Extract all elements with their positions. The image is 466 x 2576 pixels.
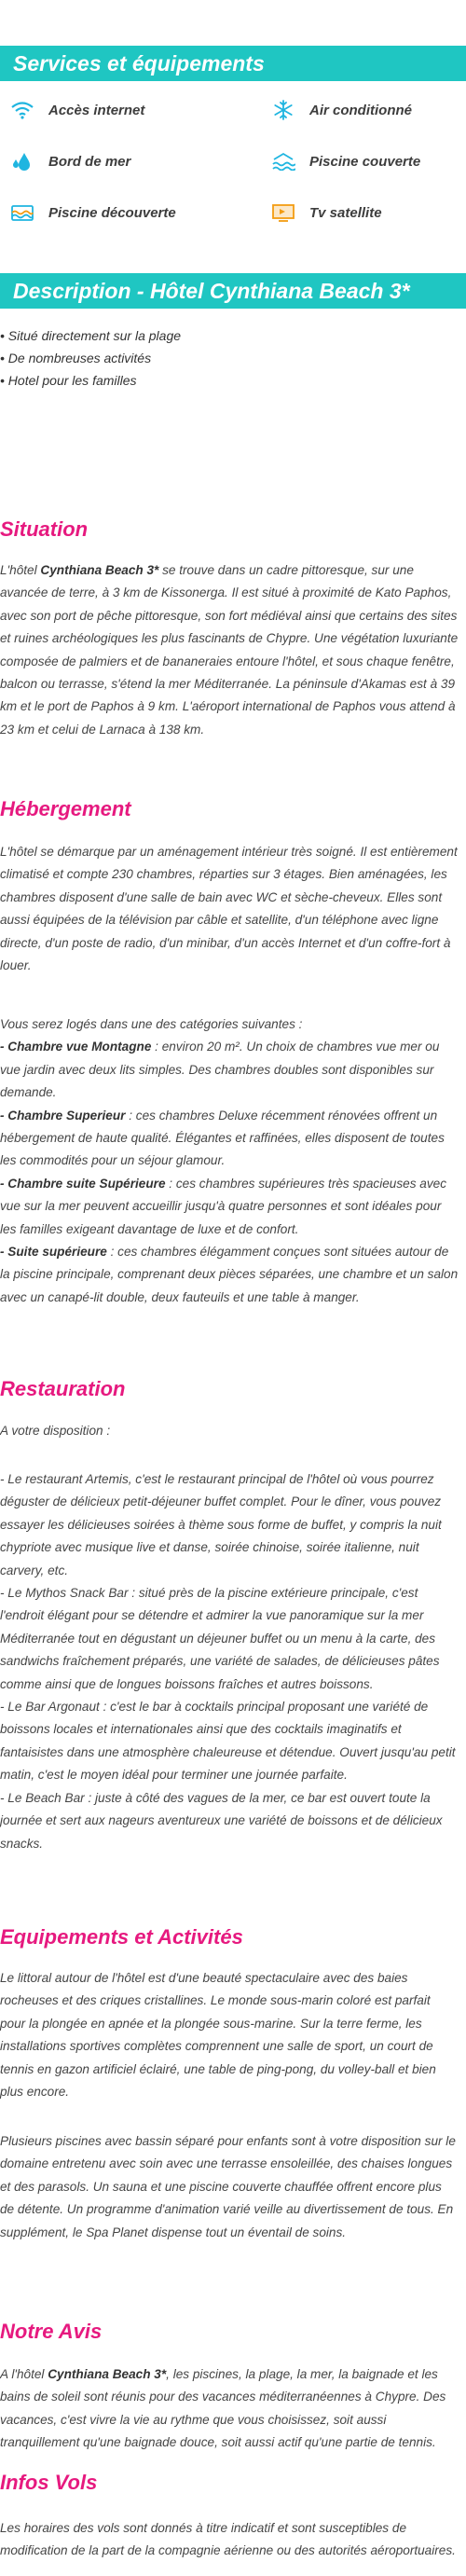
room-desc: : environ 20 m². Un choix de chambres vue mer ou vue jardin avec deux lits simples. Des chambres doubles sont disponibles sur demande.: [0, 1040, 440, 1100]
indoor-pool-icon: [270, 151, 296, 172]
service-label: Bord de mer: [48, 153, 131, 170]
services-banner: Services et équipements: [0, 46, 466, 81]
vols-text-1: Les horaires des vols sont donnés à titre indicatif et sont susceptibles de modification de la part de la compagnie aérienne ou des autorités aéroportuaires.: [0, 2521, 456, 2558]
room-name: - Chambre Superieur: [0, 1108, 126, 1123]
restauration-intro: A votre disposition :: [0, 1424, 111, 1438]
avis-text: A l'hôtel Cynthiana Beach 3*, les piscines, la plage, la mer, la baignade et les bains de soleil sont réunis pour des vacances méditerranéennes à Chypre. Des vacances, c'est vivre la vie au rythme que vous choisissez, soit aussi tranquillement qu'une baignade douce, soit aussi actif qu'une partie de tennis.: [0, 2367, 446, 2450]
list-item: - Le restaurant Artemis, c'est le restaurant principal de l'hôtel où vous pourrez déguster de délicieux petit-déjeuner buffet complet. Pour le dîner, vous pouvez essayer les délicieuses soirées à thème sous forme de buffet, y compris la nuit chypriote avec musique live et danse, soirée chinoise, soirée italienne, nuit carvery, etc.: [0, 1472, 442, 1577]
description-banner: Description - Hôtel Cynthiana Beach 3*: [0, 273, 466, 309]
tv-icon: [270, 202, 296, 223]
room-desc: : ces chambres élégamment conçues sont situées autour de la piscine principale, comprenant deux pièces séparées, une chambre et un salon avec un canapé-lit double, deux fauteuils et une table à manger.: [0, 1245, 459, 1304]
service-outdoor-pool: [9, 202, 176, 223]
service-tv: [270, 202, 382, 223]
room-desc: : ces chambres Deluxe récemment rénovées offrent un hébergement de haute qualité. Élégantes et raffinées, elles disposent de toutes les commodités pour un séjour glamour.: [0, 1108, 445, 1168]
vols-heading: Infos Vols: [0, 2471, 98, 2494]
list-item: • De nombreuses activités: [0, 347, 447, 369]
hotel-name: Cynthiana Beach 3*: [48, 2367, 167, 2381]
service-internet: [9, 100, 144, 120]
hotel-name: Cynthiana Beach 3*: [40, 563, 159, 577]
room-name: - Chambre suite Supérieure: [0, 1176, 166, 1191]
hebergement-heading: Hébergement: [0, 797, 131, 820]
restauration-list: [0, 1468, 459, 1855]
service-label: Piscine couverte: [309, 153, 421, 170]
hebergement-text: L'hôtel se démarque par un aménagement intérieur très soigné. Il est entièrement climatisé et compte 230 chambres, réparties sur 3 étages. Bien aménagées, les chambres disposent d'une salle de bain avec WC et sèche-cheveux. Elles sont aussi équipées de la télévision par câble et satellite, d'un téléphone avec ligne directe, d'un poste de radio, d'un minibar, d'un accès Internet et d'un coffre-fort à louer.: [0, 845, 458, 973]
wifi-icon: [9, 100, 35, 120]
service-label: Air conditionné: [309, 102, 412, 118]
rooms-intro: Vous serez logés dans une des catégories suivantes :: [0, 1017, 303, 1031]
snowflake-icon: [270, 100, 296, 120]
rooms-block: [0, 1013, 459, 1309]
equipements-heading: Equipements et Activités: [0, 1925, 243, 1949]
list-item: - Le Beach Bar : juste à côté des vagues de la mer, ce bar est ouvert toute la journée et sert aux nageurs aventureux une variété de boissons et de délicieux snacks.: [0, 1790, 443, 1851]
situation-heading: Situation: [0, 517, 89, 541]
avis-heading: Notre Avis: [0, 2320, 103, 2343]
list-item: - Le Mythos Snack Bar : situé près de la piscine extérieure principale, c'est l'endroit élégant pour se détendre et admirer la vue panoramique sur la mer Méditerranée tout en dégustant un déjeuner buffet ou un menu à la carte, des sandwichs fraîchement préparés, une variété de salades, de délicieuses pâtes comme ainsi que de longues boissons fraîches et autres boissons.: [0, 1586, 440, 1691]
service-indoor-pool: [270, 151, 420, 172]
room-name: - Suite supérieure: [0, 1245, 107, 1260]
situation-text: L'hôtel Cynthiana Beach 3* se trouve dans un cadre pittoresque, sur une avancée de terre, à 3 km de Kissonerga. Il est situé à proximité de Kato Paphos, avec son port de pêche pittoresque, son fort médiéval ainsi que certains des sites et ruines archéologiques les plus fascinants de Chypre. Une végétation luxuriante composée de palmiers et de bananeraies entoure l'hôtel, et sous chaque fenêtre, balcon ou terrasse, s'étend la mer Méditerranée. La péninsule d'Akamas est à 39 km et le port de Paphos à 9 km. L'aéroport international de Paphos vous attend à 23 km et celui de Larnaca à 138 km.: [0, 563, 459, 737]
water-drops-icon: [9, 151, 35, 172]
service-seaside: [9, 151, 130, 172]
outdoor-pool-icon: [9, 202, 35, 223]
list-item: • Hotel pour les familles: [0, 369, 447, 392]
service-aircon: [270, 100, 412, 120]
list-item: - Le Bar Argonaut : c'est le bar à cocktails principal proposant une variété de boissons locales et internationales ainsi que des cocktails imaginatifs et fantaisistes dans une atmosphère chaleureuse et détendue. Ouvert jusqu'au petit matin, c'est le moyen idéal pour terminer une journée parfaite.: [0, 1700, 456, 1783]
highlights-list: [0, 324, 447, 392]
room-desc: : ces chambres supérieures très spacieuses avec vue sur la mer peuvent accueillir jusqu'à quatre personnes et sont idéales pour les familles exigeant davantage de luxe et de confort.: [0, 1176, 446, 1236]
service-label: Piscine découverte: [48, 204, 176, 221]
service-label: Tv satellite: [309, 204, 382, 221]
equipements-text-2: Plusieurs piscines avec bassin séparé pour enfants sont à votre disposition sur le domaine entretenu avec soin avec une terrasse ensoleillée, des chaises longues et des parasols. Un sauna et une piscine couverte chauffée offrent encore plus de détente. Un programme d'animation varié veille au divertissement de tous. En supplément, le Spa Planet dispense tout un éventail de soins.: [0, 2134, 456, 2239]
room-name: - Chambre vue Montagne: [0, 1040, 152, 1054]
service-label: Accès internet: [48, 102, 145, 118]
list-item: • Situé directement sur la plage: [0, 324, 447, 347]
equipements-text-1: Le littoral autour de l'hôtel est d'une beauté spectaculaire avec des baies rocheuses et des criques cristallines. Le monde sous-marin coloré est parfait pour la plongée en apnée et la plongée sous-marine. Sur la terre ferme, les installations sportives complètes comprennent une salle de sport, un court de tennis en gazon artificiel éclairé, une table de ping-pong, du volley-ball et bien plus encore.: [0, 1971, 436, 2100]
restauration-heading: Restauration: [0, 1377, 126, 1400]
